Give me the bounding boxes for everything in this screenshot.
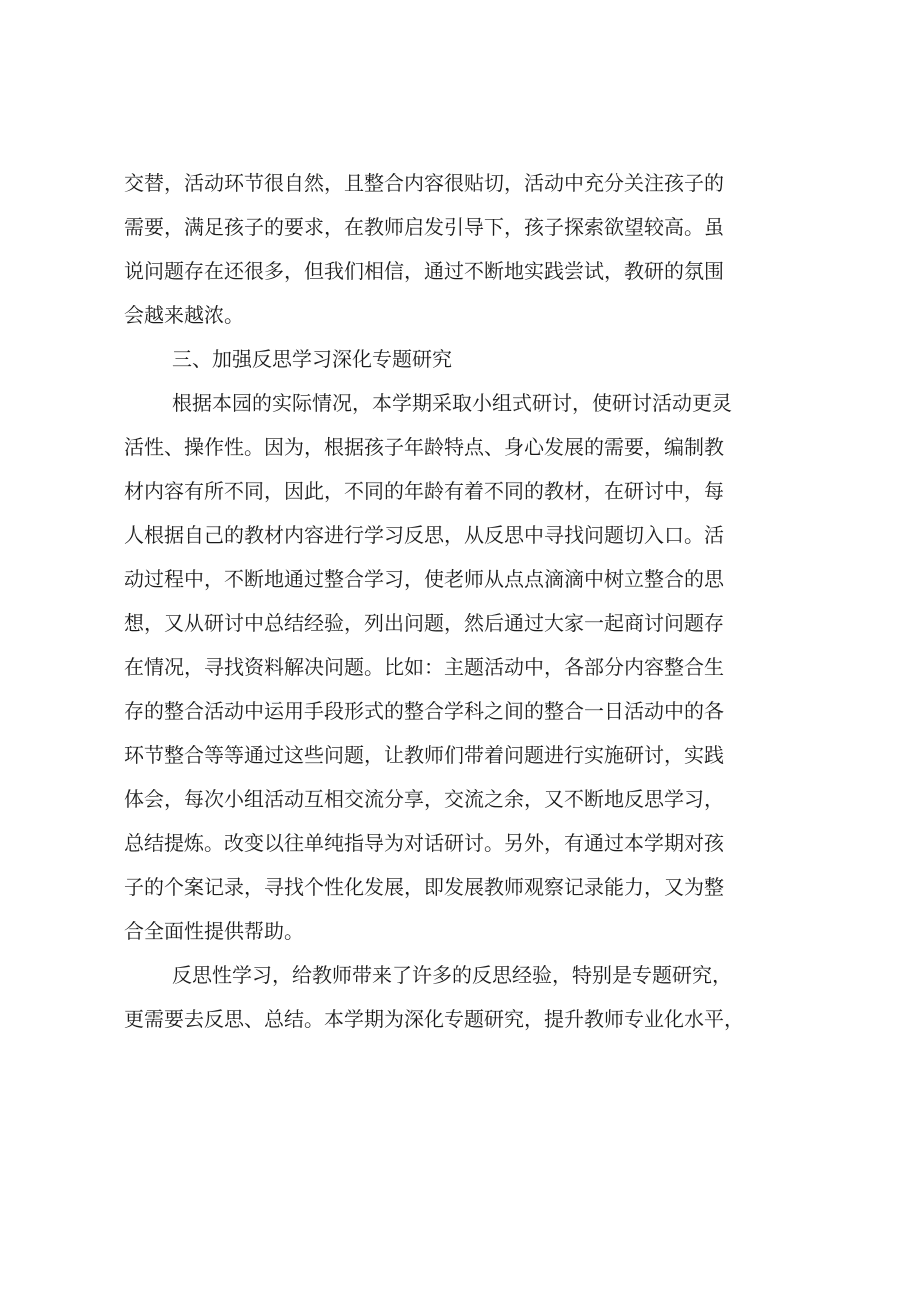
text-line: 人根据自己的教材内容进行学习反思，从反思中寻找问题切入口。活 [124,523,724,547]
text-line: 环节整合等等通过这些问题，让教师们带着问题进行实施研讨，实践 [124,743,724,767]
text-line: 材内容有所不同，因此，不同的年龄有着不同的教材，在研讨中，每 [124,479,724,503]
text-line: 需要，满足孩子的要求，在教师启发引导下，孩子探索欲望较高。虽 [124,215,724,239]
text-line: 交替，活动环节很自然，且整合内容很贴切，活动中充分关注孩子的 [124,171,724,195]
text-line: 体会，每次小组活动互相交流分享，交流之余，又不断地反思学习， [124,787,724,811]
text-line: 更需要去反思、总结。本学期为深化专题研究，提升教师专业化水平， [124,1007,744,1031]
text-line: 根据本园的实际情况，本学期采取小组式研讨，使研讨活动更灵 [172,391,732,415]
text-line: 在情况，寻找资料解决问题。比如：主题活动中，各部分内容整合生 [124,655,724,679]
text-line: 合全面性提供帮助。 [124,919,304,943]
section-heading: 三、加强反思学习深化专题研究 [172,347,452,371]
text-line: 说问题存在还很多，但我们相信，通过不断地实践尝试，教研的氛围 [124,259,724,283]
text-line: 子的个案记录，寻找个性化发展，即发展教师观察记录能力，又为整 [124,875,724,899]
text-line: 总结提炼。改变以往单纯指导为对话研讨。另外，有通过本学期对孩 [124,831,724,855]
text-line: 存的整合活动中运用手段形式的整合学科之间的整合一日活动中的各 [124,699,724,723]
text-line: 活性、操作性。因为，根据孩子年龄特点、身心发展的需要，编制教 [124,435,724,459]
text-line: 想，又从研讨中总结经验，列出问题，然后通过大家一起商讨问题存 [124,611,724,635]
text-line: 反思性学习，给教师带来了许多的反思经验，特别是专题研究， [172,963,732,987]
text-line: 会越来越浓。 [124,303,244,327]
text-line: 动过程中，不断地通过整合学习，使老师从点点滴滴中树立整合的思 [124,567,724,591]
